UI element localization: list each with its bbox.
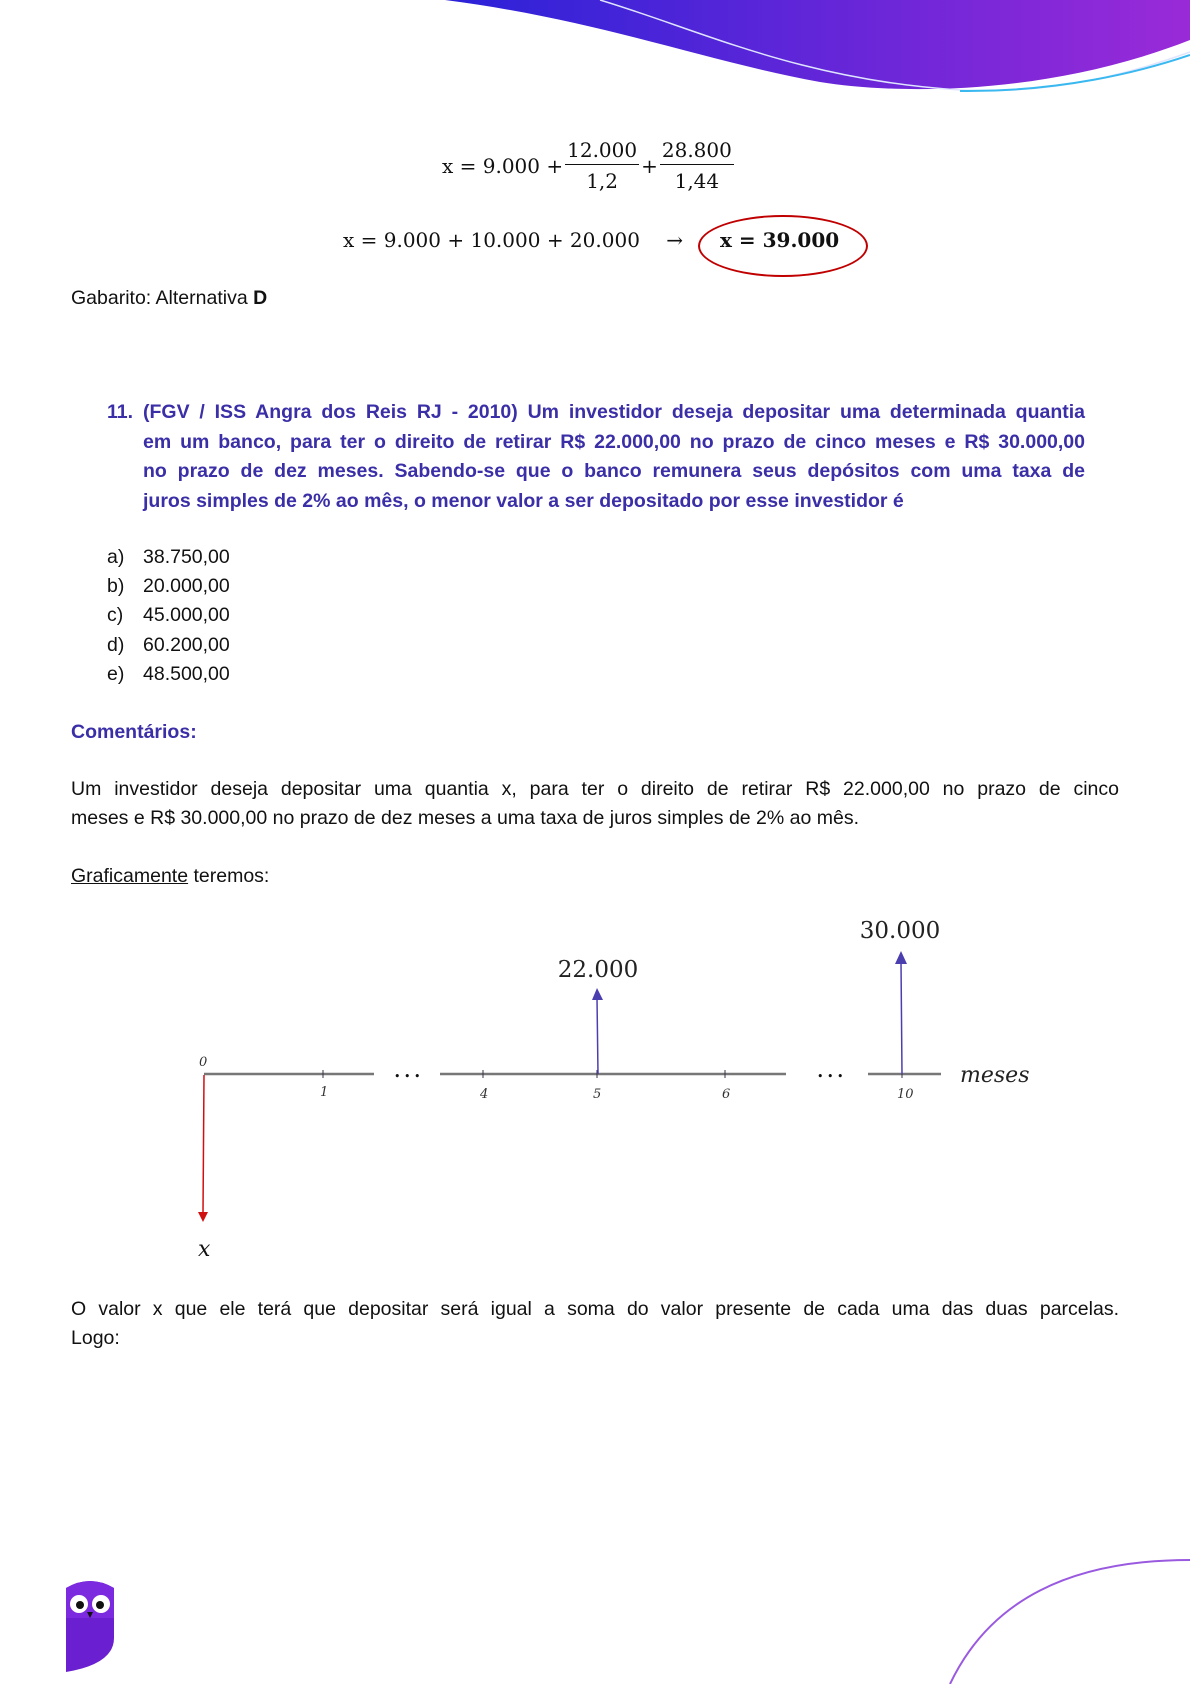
graph-intro <box>71 862 269 891</box>
answer-letter: D <box>253 287 268 309</box>
option-a <box>107 543 230 572</box>
option-value: 60.200,00 <box>143 633 230 656</box>
option-letter: d) <box>107 633 125 656</box>
inflow-label-22000: 22.000 <box>557 957 639 983</box>
ellipsis-1: • • • <box>394 1070 421 1083</box>
option-letter: b) <box>107 575 125 598</box>
fraction-2-denominator: 1,44 <box>674 169 720 193</box>
question-text <box>143 398 1085 516</box>
option-letter: c) <box>107 604 124 627</box>
equation-result: x = 39.000 <box>720 228 840 252</box>
paragraph-line: Um investidor deseja depositar uma quantia x, para ter o direito de retirar R$ 22.000,00 no prazo de cinco <box>71 778 1119 800</box>
options-list <box>107 543 230 689</box>
answer-label: Gabarito: Alternativa <box>71 287 254 309</box>
equation-2-expression: x = 9.000 + 10.000 + 20.000 <box>343 228 640 252</box>
ellipsis-2: • • • <box>817 1070 844 1083</box>
fraction-2 <box>660 138 734 193</box>
outflow-arrow <box>203 1075 204 1213</box>
comments-heading: Comentários: <box>71 721 197 743</box>
question-line: em um banco, para ter o direito de retirar R$ 22.000,00 no prazo de cinco meses e R$ 30.000,00 <box>143 430 1085 453</box>
paragraph-line: meses e R$ 30.000,00 no prazo de dez meses a uma taxa de juros simples de 2% ao mês. <box>71 807 860 829</box>
option-value: 20.000,00 <box>143 575 230 598</box>
tick-label-1: 1 <box>320 1085 329 1100</box>
paragraph-line: O valor x que ele terá que depositar será igual a soma do valor presente de cada uma das duas parcelas. <box>71 1298 1119 1320</box>
option-value: 48.500,00 <box>143 662 230 685</box>
cash-flow-diagram <box>0 900 1190 1280</box>
comments-paragraph-1 <box>71 775 1119 833</box>
arrow-icon: → <box>666 228 684 252</box>
comments-paragraph-2 <box>71 1295 1119 1353</box>
equation-1-lhs: x = 9.000 + <box>442 153 564 178</box>
answer-key <box>71 284 267 313</box>
owl-logo-icon <box>62 1578 118 1674</box>
option-letter: a) <box>107 546 125 568</box>
question-number: 11. <box>107 401 134 423</box>
graph-intro-underlined: Graficamente <box>71 865 189 887</box>
option-value: 38.750,00 <box>143 546 230 568</box>
footer-curve-decoration <box>900 1540 1190 1684</box>
option-d <box>107 631 230 660</box>
fraction-1 <box>565 138 639 193</box>
tick-label-0: 0 <box>199 1055 208 1070</box>
question-line: juros simples de 2% ao mês, o menor valor a ser depositado por esse investidor é <box>143 489 904 512</box>
tick-label-5: 5 <box>593 1087 602 1102</box>
fraction-1-denominator: 1,2 <box>586 169 619 193</box>
inflow-label-30000: 30.000 <box>859 918 941 944</box>
plus-sign: + <box>641 153 658 178</box>
axis-label-meses: meses <box>960 1063 1030 1088</box>
option-c <box>107 601 230 630</box>
graph-intro-rest: teremos: <box>188 865 270 887</box>
option-letter: e) <box>107 662 125 685</box>
option-b <box>107 572 230 601</box>
inflow-arrow-month-10 <box>901 962 902 1074</box>
header-wave-decoration <box>0 0 1190 100</box>
fraction-2-numerator: 28.800 <box>660 138 734 165</box>
fraction-1-numerator: 12.000 <box>565 138 639 165</box>
tick-label-6: 6 <box>722 1087 731 1102</box>
option-e <box>107 660 230 689</box>
inflow-arrowhead-icon <box>592 988 603 1000</box>
outflow-arrowhead-icon <box>198 1212 208 1222</box>
paragraph-line: Logo: <box>71 1327 120 1349</box>
inflow-arrowhead-icon <box>895 951 907 964</box>
question-line: (FGV / ISS Angra dos Reis RJ - 2010) Um investidor deseja depositar uma determinada quantia <box>143 401 1085 423</box>
option-value: 45.000,00 <box>143 604 230 627</box>
equation-line-1 <box>442 138 736 193</box>
outflow-label: x <box>198 1237 211 1262</box>
question-line: no prazo de dez meses. Sabendo-se que o banco remunera seus depósitos com uma taxa de <box>143 460 1085 482</box>
equation-line-2 <box>343 228 683 252</box>
inflow-arrow-month-5 <box>597 998 598 1074</box>
tick-label-10: 10 <box>897 1087 914 1102</box>
tick-label-4: 4 <box>480 1087 489 1102</box>
